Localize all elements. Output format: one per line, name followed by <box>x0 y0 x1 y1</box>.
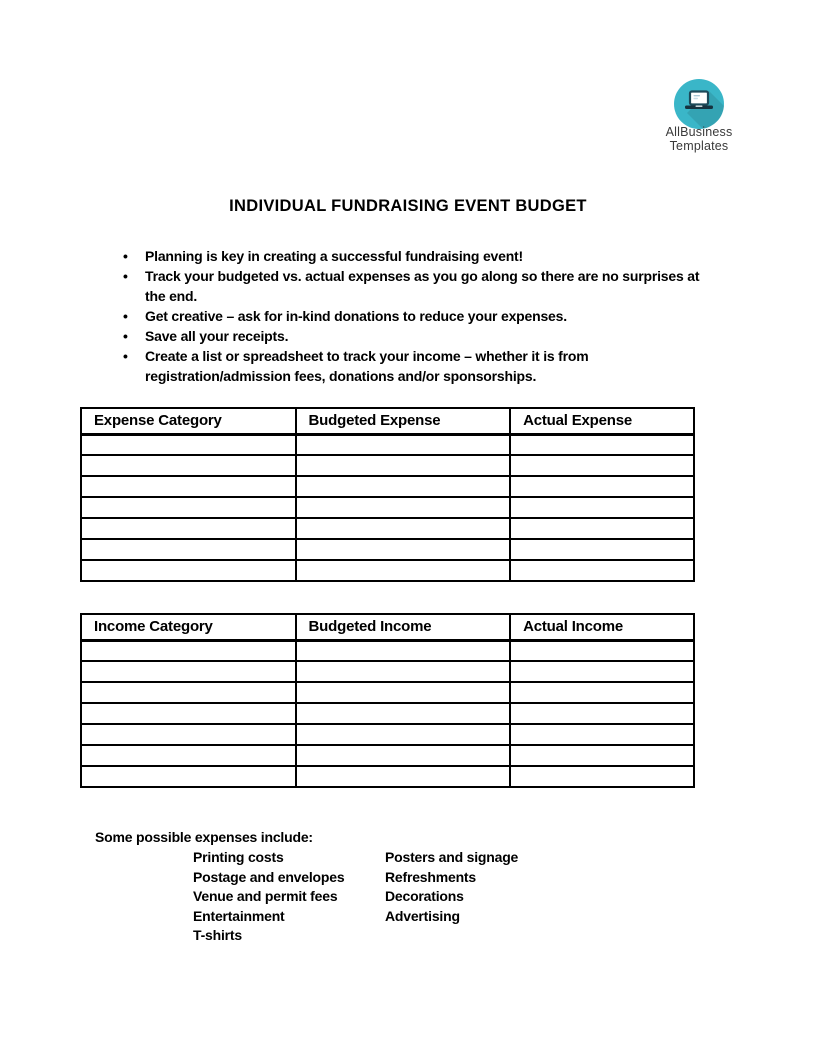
expense-item: Entertainment <box>193 907 285 924</box>
table-cell[interactable] <box>510 766 694 787</box>
expense-table-header-row <box>81 408 694 434</box>
table-cell[interactable] <box>296 455 511 476</box>
allbusiness-logo <box>654 78 744 153</box>
table-cell[interactable] <box>81 661 296 682</box>
expense-item: Advertising <box>385 907 460 924</box>
table-cell[interactable] <box>81 455 296 476</box>
table-cell[interactable] <box>296 560 511 581</box>
table-cell[interactable] <box>81 682 296 703</box>
budgeted-expense-header: Budgeted Expense <box>296 408 511 434</box>
table-cell[interactable] <box>296 640 511 661</box>
actual-expense-header: Actual Expense <box>510 408 694 434</box>
possible-expenses-heading: Some possible expenses include: <box>95 829 313 845</box>
table-cell[interactable] <box>510 455 694 476</box>
table-row <box>81 766 694 787</box>
expense-item: Posters and signage <box>385 849 519 865</box>
income-table-body <box>81 640 694 787</box>
table-cell[interactable] <box>510 476 694 497</box>
table-cell[interactable] <box>510 518 694 539</box>
table-row <box>81 434 694 455</box>
table-cell[interactable] <box>296 682 511 703</box>
table-cell[interactable] <box>510 661 694 682</box>
expense-table <box>80 407 695 582</box>
logo-brand-line1: AllBusiness <box>665 125 733 139</box>
table-row <box>81 703 694 724</box>
table-cell[interactable] <box>296 518 511 539</box>
table-row <box>81 724 694 745</box>
table-cell[interactable] <box>81 703 296 724</box>
possible-expenses-column2 <box>385 848 518 926</box>
intro-bullet: • Get creative – ask for in-kind donations to reduce your expenses. <box>122 306 710 326</box>
logo-brand-line2: Templates <box>669 138 729 153</box>
table-cell[interactable] <box>296 661 511 682</box>
table-cell[interactable] <box>510 434 694 455</box>
income-category-header: Income Category <box>81 614 296 640</box>
table-cell[interactable] <box>81 518 296 539</box>
table-row <box>81 539 694 560</box>
table-cell[interactable] <box>296 434 511 455</box>
laptop-icon <box>673 78 725 130</box>
intro-bullet: • Save all your receipts. <box>122 326 710 346</box>
table-cell[interactable] <box>81 766 296 787</box>
table-cell[interactable] <box>81 476 296 497</box>
table-cell[interactable] <box>510 703 694 724</box>
intro-bullet: • Track your budgeted vs. actual expenses as you go along so there are no surprises at the end. <box>122 266 710 306</box>
table-row <box>81 455 694 476</box>
expense-item: Postage and envelopes <box>193 868 345 885</box>
table-row <box>81 476 694 497</box>
income-table-header-row <box>81 614 694 640</box>
table-cell[interactable] <box>81 640 296 661</box>
table-cell[interactable] <box>510 539 694 560</box>
table-cell[interactable] <box>510 745 694 766</box>
expense-item: Venue and permit fees <box>193 888 338 905</box>
page-title: INDIVIDUAL FUNDRAISING EVENT BUDGET <box>229 197 587 215</box>
table-cell[interactable] <box>296 497 511 518</box>
table-cell[interactable] <box>510 497 694 518</box>
table-cell[interactable] <box>296 703 511 724</box>
expense-item: Refreshments <box>385 868 476 885</box>
expense-category-header: Expense Category <box>81 408 296 434</box>
expense-item: T-shirts <box>193 927 242 944</box>
intro-bullet-list <box>122 246 710 386</box>
table-cell[interactable] <box>81 724 296 745</box>
table-cell[interactable] <box>296 745 511 766</box>
table-row <box>81 661 694 682</box>
expense-item: Decorations <box>385 888 464 905</box>
table-row <box>81 560 694 581</box>
table-cell[interactable] <box>81 497 296 518</box>
intro-bullet: • Create a list or spreadsheet to track your income – whether it is from registration/admission fees, donations and/or sponsorships. <box>122 346 710 386</box>
possible-expenses-column1 <box>193 848 344 946</box>
table-cell[interactable] <box>296 476 511 497</box>
expense-item: Printing costs <box>193 849 284 865</box>
budgeted-income-header: Budgeted Income <box>296 614 511 640</box>
actual-income-header: Actual Income <box>510 614 694 640</box>
table-cell[interactable] <box>510 724 694 745</box>
table-cell[interactable] <box>296 724 511 745</box>
table-cell[interactable] <box>81 434 296 455</box>
income-table <box>80 613 695 788</box>
table-row <box>81 682 694 703</box>
intro-bullet: • Planning is key in creating a successful fundraising event! <box>122 246 710 266</box>
expense-table-body <box>81 434 694 581</box>
table-cell[interactable] <box>510 560 694 581</box>
table-row <box>81 640 694 661</box>
table-cell[interactable] <box>296 766 511 787</box>
table-cell[interactable] <box>510 682 694 703</box>
table-cell[interactable] <box>81 539 296 560</box>
table-row <box>81 497 694 518</box>
table-cell[interactable] <box>81 745 296 766</box>
table-cell[interactable] <box>296 539 511 560</box>
table-cell[interactable] <box>510 640 694 661</box>
table-row <box>81 518 694 539</box>
table-row <box>81 745 694 766</box>
table-cell[interactable] <box>81 560 296 581</box>
